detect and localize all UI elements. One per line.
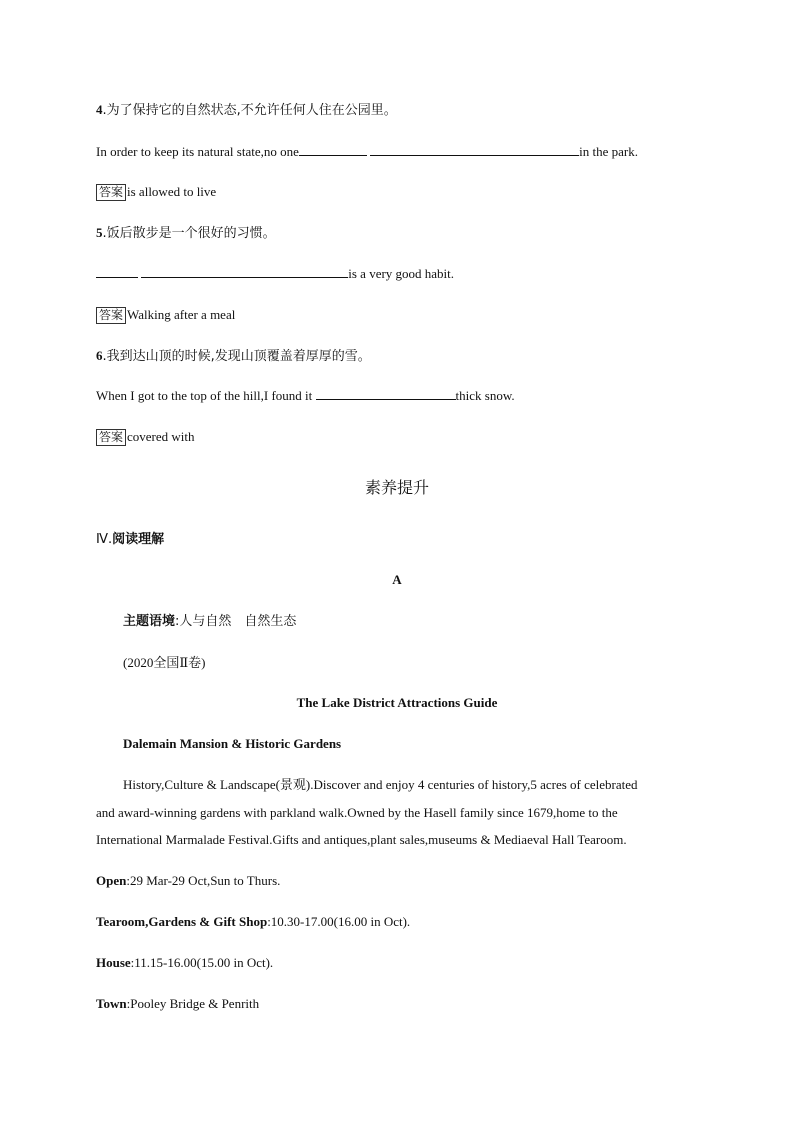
q4-english-before: In order to keep its natural state,no one bbox=[96, 144, 299, 159]
q5-blank-2[interactable] bbox=[141, 265, 348, 278]
q5-answer bbox=[96, 306, 235, 324]
q5-english-after: is a very good habit. bbox=[348, 266, 455, 281]
q5-answer-text: Walking after a meal bbox=[127, 307, 236, 322]
q4-answer-text: is allowed to live bbox=[127, 184, 217, 199]
q6-answer-text: covered with bbox=[127, 429, 195, 444]
desc-line-1: History,Culture & Landscape(景观).Discover and enjoy 4 centuries of history,5 acres of celebrated bbox=[123, 777, 638, 792]
q4-chinese bbox=[96, 101, 397, 120]
source: (2020全国Ⅱ卷) bbox=[123, 655, 206, 670]
tearoom-label: Tearoom,Gardens & Gift Shop bbox=[96, 914, 268, 929]
passage-letter: A bbox=[392, 572, 402, 587]
q6-blank[interactable] bbox=[316, 387, 456, 400]
town-label: Town bbox=[96, 996, 127, 1011]
q5-english bbox=[96, 265, 454, 283]
section-title: 素养提升 bbox=[364, 478, 429, 497]
open-line bbox=[96, 872, 280, 890]
attraction-name: Dalemain Mansion & Historic Gardens bbox=[123, 736, 342, 751]
part-heading bbox=[96, 530, 164, 549]
q5-blank-1[interactable] bbox=[96, 265, 138, 278]
q5-chinese-text: .饭后散步是一个很好的习惯。 bbox=[102, 226, 276, 241]
answer-label: 答案 bbox=[96, 429, 126, 446]
theme-label: 主题语境 bbox=[123, 614, 176, 629]
q6-chinese bbox=[96, 347, 371, 366]
guide-title: The Lake District Attractions Guide bbox=[296, 695, 498, 710]
q6-number: 6 bbox=[96, 348, 103, 363]
q4-english-after: in the park. bbox=[579, 144, 638, 159]
open-value: :29 Mar-29 Oct,Sun to Thurs. bbox=[126, 873, 281, 888]
house-value: :11.15-16.00(15.00 in Oct). bbox=[130, 955, 274, 970]
q6-answer bbox=[96, 428, 195, 446]
town-value: :Pooley Bridge & Penrith bbox=[126, 996, 260, 1011]
q5-number: 5 bbox=[96, 225, 103, 240]
part-roman: Ⅳ. bbox=[96, 532, 113, 547]
q4-chinese-text: .为了保持它的自然状态,不允许任何人住在公园里。 bbox=[102, 103, 397, 118]
q4-number: 4 bbox=[96, 102, 103, 117]
answer-label: 答案 bbox=[96, 184, 126, 201]
q4-answer bbox=[96, 183, 216, 201]
q4-english bbox=[96, 143, 638, 161]
town-line bbox=[96, 995, 259, 1013]
q6-english bbox=[96, 387, 515, 405]
tearoom-line bbox=[96, 913, 410, 931]
answer-label: 答案 bbox=[96, 307, 126, 324]
open-label: Open bbox=[96, 873, 127, 888]
desc-line-2: and award-winning gardens with parkland walk.Owned by the Hasell family since 1679,home to the bbox=[96, 805, 618, 820]
house-line bbox=[96, 954, 273, 972]
q6-english-before: When I got to the top of the hill,I found it bbox=[96, 388, 313, 403]
theme-line bbox=[123, 613, 296, 631]
q4-blank-2[interactable] bbox=[370, 143, 579, 156]
desc-line-3: International Marmalade Festival.Gifts and antiques,plant sales,museums & Mediaeval Hall Tearoom. bbox=[96, 832, 627, 847]
q5-chinese bbox=[96, 224, 276, 243]
q6-chinese-text: .我到达山顶的时候,发现山顶覆盖着厚厚的雪。 bbox=[102, 349, 371, 364]
house-label: House bbox=[96, 955, 131, 970]
q4-blank-1[interactable] bbox=[299, 143, 367, 156]
part-label: 阅读理解 bbox=[112, 532, 165, 547]
q6-english-after: thick snow. bbox=[455, 388, 515, 403]
tearoom-value: :10.30-17.00(16.00 in Oct). bbox=[267, 914, 411, 929]
theme-value: :人与自然 自然生态 bbox=[175, 614, 297, 629]
